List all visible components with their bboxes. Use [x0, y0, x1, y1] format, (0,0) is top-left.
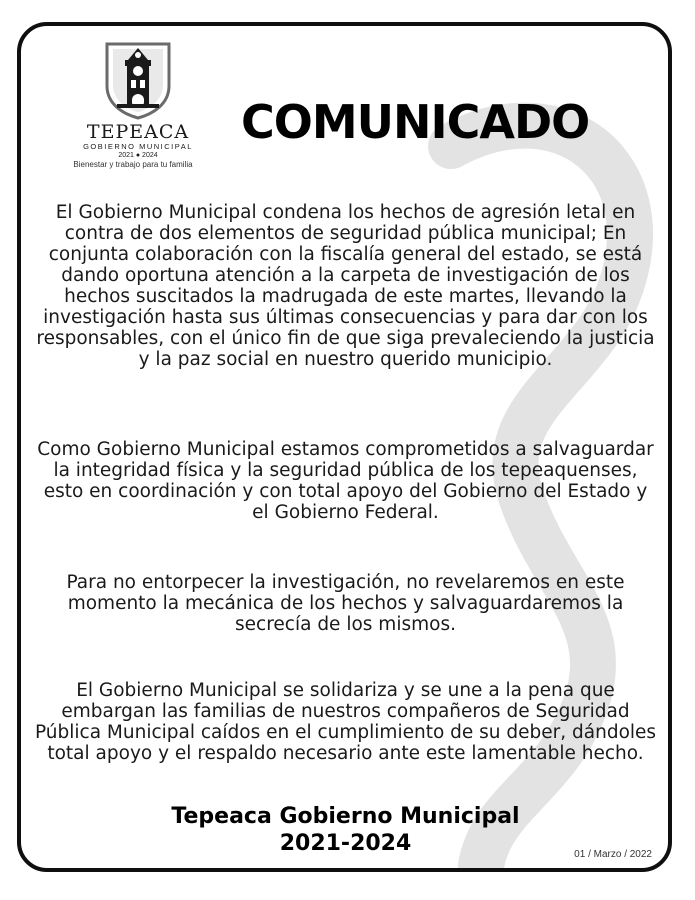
- paragraph-1: El Gobierno Municipal condena los hechos de agresión letal en contra de dos elementos de seguridad pública municipal; En conjunta colaboración con la fiscalía general del estado, se está dando oportuna atención a la carpeta de investigación de los hechos suscitados la madrugada de este martes, llevando la investigación hasta sus últimas consecuencias y para dar con los responsables, con el único fin de que siga prevaleciendo la justicia y la paz social en nuestro querido municipio.: [36, 202, 655, 370]
- logo-slogan: Bienestar y trabajo para tu familia: [73, 160, 193, 169]
- logo-subtitle: GOBIERNO MUNICIPAL: [83, 142, 193, 151]
- clock-tower-shield-icon: [99, 38, 177, 120]
- paragraph-2: Como Gobierno Municipal estamos comprometidos a salvaguardar la integridad física y la seguridad pública de los tepeaquenses, esto en coordinación y con total apoyo del Gobierno del Estado y el Gobierno Federal.: [37, 439, 654, 523]
- paragraph-3: Para no entorpecer la investigación, no revelaremos en este momento la mecánica de los hechos y salvaguardaremos la secrecía de los mismos.: [66, 572, 625, 635]
- logo-years: 2021 ● 2024: [118, 152, 158, 159]
- document-title: COMUNICADO: [241, 95, 590, 149]
- logo-name: TEPEACA: [86, 121, 190, 143]
- signature-line-2: 2021-2024: [279, 831, 412, 856]
- municipal-logo: [73, 38, 203, 170]
- signature-line-1: Tepeaca Gobierno Municipal: [171, 804, 520, 829]
- document-date: 01 / Marzo / 2022: [574, 849, 652, 860]
- document-frame: [17, 22, 672, 872]
- paragraph-4: El Gobierno Municipal se solidariza y se une a la pena que embargan las familias de nuestros compañeros de Seguridad Pública Municipal caídos en el cumplimiento de su deber, dándoles total apoyo y el respaldo necesario ante este lamentable hecho.: [34, 680, 657, 764]
